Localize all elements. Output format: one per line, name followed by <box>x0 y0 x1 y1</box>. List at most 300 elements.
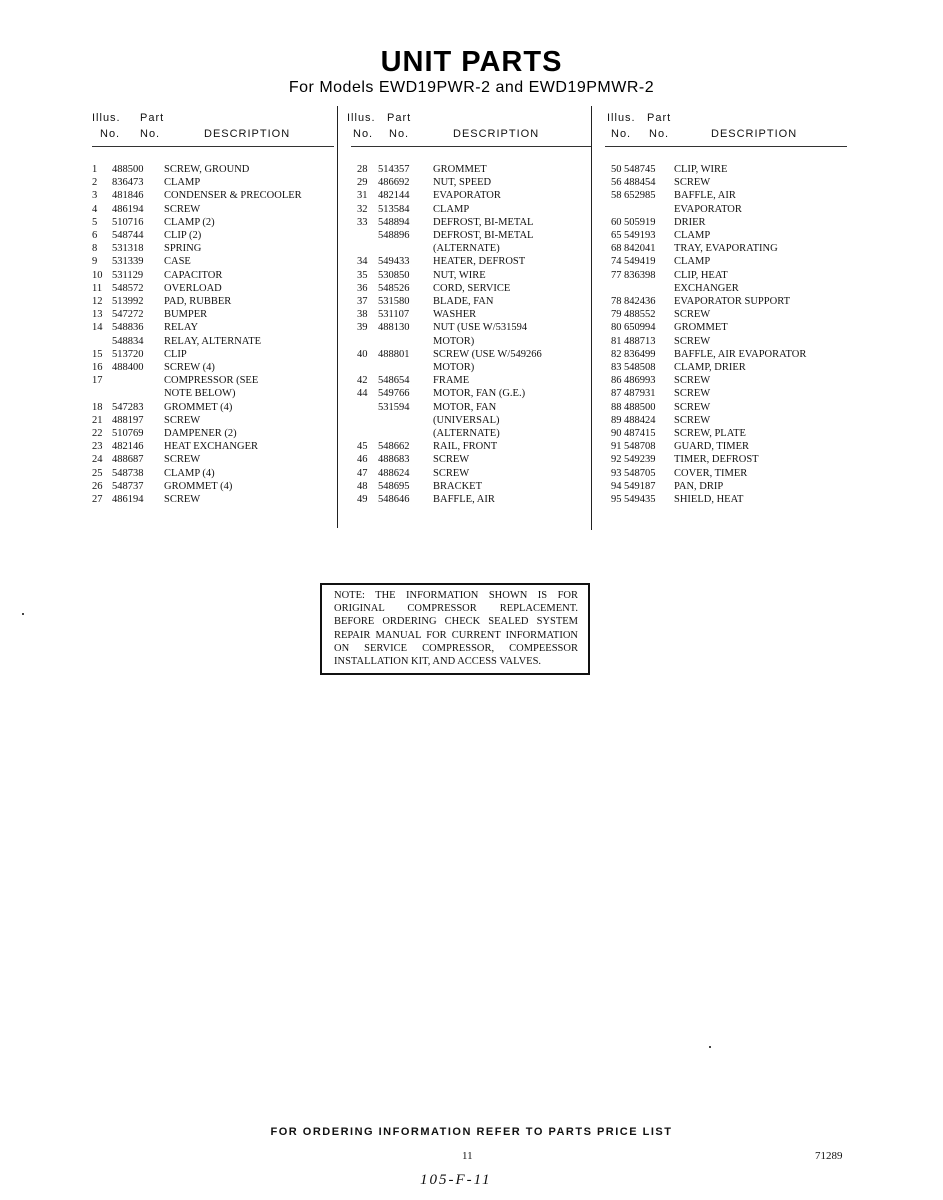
part-number <box>112 387 164 400</box>
parts-row <box>597 176 847 189</box>
part-description: BAFFLE, AIR <box>433 494 495 506</box>
illus-number: 95 <box>611 494 622 506</box>
parts-row <box>597 480 847 493</box>
part-description: MOTOR, FAN (G.E.) <box>433 388 526 400</box>
parts-row <box>92 453 334 466</box>
part-number: 842436 <box>624 296 656 308</box>
parts-row <box>92 163 334 176</box>
part-number: 548572 <box>112 282 144 294</box>
illus-number: 32 <box>357 203 368 215</box>
part-description: SCREW <box>674 388 711 400</box>
parts-row <box>92 440 334 453</box>
part-description: SCREW <box>674 375 711 387</box>
part-description: GROMMET (4) <box>164 401 233 413</box>
part-description: MOTOR) <box>433 335 475 347</box>
part-description: SHIELD, HEAT <box>674 494 744 506</box>
parts-row <box>92 427 334 440</box>
parts-row <box>597 189 847 202</box>
part-description: MOTOR) <box>433 362 475 374</box>
parts-row <box>597 493 847 506</box>
part-number: 486993 <box>624 375 656 387</box>
header-illus: Illus. <box>347 112 376 124</box>
part-description: SCREW <box>674 177 711 189</box>
part-description: NUT, WIRE <box>433 269 486 281</box>
header-part-no: No. <box>140 128 161 140</box>
part-description: NOTE BELOW) <box>164 388 236 400</box>
illus-number: 26 <box>92 480 103 492</box>
parts-column-3 <box>597 108 847 506</box>
header-no: No. <box>353 128 374 140</box>
parts-row <box>92 361 334 374</box>
part-number: 531580 <box>378 296 410 308</box>
part-number: 488552 <box>624 309 656 321</box>
illus-number: 36 <box>357 282 368 294</box>
parts-row <box>92 308 334 321</box>
part-number: 531107 <box>378 309 410 321</box>
illus-number: 44 <box>357 388 368 400</box>
parts-row <box>597 374 847 387</box>
illus-number: 92 <box>611 454 622 466</box>
page-number: 11 <box>462 1150 473 1162</box>
part-number: 482144 <box>378 190 410 202</box>
illus-number: 38 <box>357 309 368 321</box>
header-rule <box>351 146 591 147</box>
part-description: SCREW, GROUND <box>164 164 250 175</box>
part-description: SCREW <box>674 309 711 321</box>
parts-row <box>343 414 591 427</box>
illus-number: 8 <box>92 243 98 255</box>
part-number: 531129 <box>112 269 144 281</box>
parts-row <box>92 480 334 493</box>
parts-row <box>597 321 847 334</box>
column-header <box>343 108 591 144</box>
header-part: Part <box>387 112 412 124</box>
parts-row <box>92 401 334 414</box>
parts-row <box>343 255 591 268</box>
parts-row <box>597 216 847 229</box>
header-no: No. <box>611 128 632 140</box>
illus-number <box>343 242 378 255</box>
illus-number: 24 <box>92 454 103 466</box>
part-description: GROMMET <box>433 164 487 175</box>
illus-number: 49 <box>357 494 368 506</box>
parts-row <box>92 229 334 242</box>
illus-number: 89 <box>611 414 622 426</box>
illus-number: 81 <box>611 335 622 347</box>
part-description: NUT (USE W/531594 <box>433 322 528 334</box>
header-no: No. <box>100 128 121 140</box>
part-description: CLIP, WIRE <box>674 164 728 175</box>
part-number: 488500 <box>624 401 656 413</box>
header-part-no: No. <box>649 128 670 140</box>
parts-list <box>597 163 847 506</box>
part-description: SCREW, PLATE <box>674 428 746 440</box>
illus-number: 17 <box>92 375 103 387</box>
parts-row <box>92 242 334 255</box>
part-number: 514357 <box>378 164 410 175</box>
illus-number: 11 <box>92 282 103 294</box>
part-number: 549193 <box>624 230 656 242</box>
parts-row <box>343 242 591 255</box>
parts-row <box>92 255 334 268</box>
parts-row <box>92 321 334 334</box>
part-number: 488197 <box>112 414 144 426</box>
part-description: CONDENSER & PRECOOLER <box>164 190 302 202</box>
header-description: DESCRIPTION <box>453 128 540 140</box>
part-description: DEFROST, BI-METAL <box>433 230 534 242</box>
part-number: 513584 <box>378 203 410 215</box>
illus-number: 94 <box>611 480 622 492</box>
parts-row <box>343 361 591 374</box>
illus-number: 2 <box>92 177 98 189</box>
part-number: 549419 <box>624 256 656 268</box>
part-number: 488454 <box>624 177 656 189</box>
part-number <box>624 282 674 295</box>
part-number: 488801 <box>378 348 410 360</box>
illus-number: 27 <box>92 494 103 506</box>
illus-number: 80 <box>611 322 622 334</box>
part-description: RAIL, FRONT <box>433 441 498 453</box>
part-number: 487931 <box>624 388 656 400</box>
part-description: SCREW <box>433 467 470 479</box>
part-description: SCREW <box>674 335 711 347</box>
ordering-footer: FOR ORDERING INFORMATION REFER TO PARTS PRICE LIST <box>270 1126 673 1138</box>
illus-number: 1 <box>92 164 98 175</box>
parts-row <box>343 335 591 348</box>
illus-number <box>343 229 378 242</box>
parts-row <box>92 176 334 189</box>
part-number: 488624 <box>378 467 410 479</box>
part-number: 548705 <box>624 467 656 479</box>
part-number: 549187 <box>624 480 656 492</box>
parts-row <box>92 282 334 295</box>
part-number: 513720 <box>112 348 144 360</box>
illus-number: 14 <box>92 322 103 334</box>
parts-row <box>597 269 847 282</box>
illus-number: 37 <box>357 296 368 308</box>
parts-row <box>343 176 591 189</box>
illus-number: 48 <box>357 480 368 492</box>
part-number <box>112 374 164 387</box>
parts-row <box>597 453 847 466</box>
part-number: 836499 <box>624 348 656 360</box>
part-number: 487415 <box>624 428 656 440</box>
parts-row <box>92 374 334 387</box>
illus-number: 82 <box>611 348 622 360</box>
parts-row <box>343 203 591 216</box>
parts-row <box>597 282 847 295</box>
part-description: CLAMP <box>674 230 711 242</box>
part-description: CLAMP (2) <box>164 216 215 228</box>
part-number: 548526 <box>378 282 410 294</box>
illus-number: 50 <box>611 164 622 175</box>
part-description: FRAME <box>433 375 470 387</box>
part-number: 486692 <box>378 177 410 189</box>
header-illus: Illus. <box>607 112 636 124</box>
part-number: 510769 <box>112 428 144 440</box>
part-description: EVAPORATOR <box>433 190 501 202</box>
part-number: 549433 <box>378 256 410 268</box>
parts-row <box>92 189 334 202</box>
illus-number: 4 <box>92 203 98 215</box>
part-number: 548744 <box>112 230 144 242</box>
illus-number: 83 <box>611 362 622 374</box>
part-number: 548654 <box>378 375 410 387</box>
part-number: 488713 <box>624 335 656 347</box>
parts-row <box>597 414 847 427</box>
part-description: CASE <box>164 256 191 268</box>
illus-number <box>343 335 378 348</box>
part-description: CLIP (2) <box>164 230 202 242</box>
part-description: SCREW <box>164 414 201 426</box>
parts-row <box>597 348 847 361</box>
part-description: CLAMP, DRIER <box>674 362 746 374</box>
parts-row <box>92 216 334 229</box>
illus-number: 18 <box>92 401 103 413</box>
parts-row <box>343 453 591 466</box>
parts-row <box>92 295 334 308</box>
part-description: BUMPER <box>164 309 208 321</box>
illus-number: 39 <box>357 322 368 334</box>
parts-row <box>92 203 334 216</box>
handwritten-annotation: 105-F-11 <box>420 1172 492 1188</box>
part-description: CAPACITOR <box>164 269 223 281</box>
part-number: 652985 <box>624 190 656 202</box>
parts-row <box>597 427 847 440</box>
parts-row <box>92 348 334 361</box>
part-number: 548646 <box>378 494 410 506</box>
header-description: DESCRIPTION <box>204 128 291 140</box>
illus-number: 12 <box>92 296 103 308</box>
part-number: 548745 <box>624 164 656 175</box>
part-description: DEFROST, BI-METAL <box>433 216 534 228</box>
part-number <box>378 242 433 255</box>
part-number <box>624 203 674 216</box>
part-description: (ALTERNATE) <box>433 243 500 255</box>
part-description: EVAPORATOR <box>674 203 742 215</box>
part-number <box>378 414 433 427</box>
part-number: 549239 <box>624 454 656 466</box>
parts-row <box>343 321 591 334</box>
illus-number: 15 <box>92 348 103 360</box>
part-description: SCREW <box>674 401 711 413</box>
parts-row <box>597 295 847 308</box>
illus-number: 56 <box>611 177 622 189</box>
header-part-no: No. <box>389 128 410 140</box>
parts-row <box>597 335 847 348</box>
part-description: SCREW <box>164 203 201 215</box>
part-description: CLAMP <box>164 177 201 189</box>
header-rule <box>605 146 847 147</box>
part-number: 547272 <box>112 309 144 321</box>
part-description: TRAY, EVAPORATING <box>674 243 778 255</box>
part-number: 510716 <box>112 216 144 228</box>
parts-row <box>597 387 847 400</box>
part-description: COMPRESSOR (SEE <box>164 375 259 387</box>
part-number: 505919 <box>624 216 656 228</box>
part-description: DRIER <box>674 216 706 228</box>
illus-number: 28 <box>357 164 368 175</box>
illus-number: 42 <box>357 375 368 387</box>
header-part: Part <box>647 112 672 124</box>
illus-number: 35 <box>357 269 368 281</box>
part-number: 548896 <box>378 230 410 242</box>
parts-row <box>597 229 847 242</box>
illus-number: 34 <box>357 256 368 268</box>
part-description: PAN, DRIP <box>674 480 724 492</box>
part-description: WASHER <box>433 309 477 321</box>
parts-row <box>343 295 591 308</box>
part-number: 488687 <box>112 454 144 466</box>
scan-speck <box>22 613 24 615</box>
part-number: 836473 <box>112 177 144 189</box>
parts-row <box>597 467 847 480</box>
illus-number: 60 <box>611 216 622 228</box>
part-description: COVER, TIMER <box>674 467 748 479</box>
parts-row <box>343 440 591 453</box>
illus-number: 91 <box>611 441 622 453</box>
illus-number: 25 <box>92 467 103 479</box>
part-description: SCREW <box>674 414 711 426</box>
part-number: 549766 <box>378 388 410 400</box>
header-description: DESCRIPTION <box>711 128 798 140</box>
parts-row <box>92 269 334 282</box>
part-number: 488400 <box>112 362 144 374</box>
illus-number: 90 <box>611 428 622 440</box>
part-description: (ALTERNATE) <box>433 428 500 440</box>
illus-number: 29 <box>357 177 368 189</box>
part-number: 486194 <box>112 494 144 506</box>
parts-row <box>343 387 591 400</box>
part-description: GUARD, TIMER <box>674 441 750 453</box>
part-description: CLIP <box>164 348 187 360</box>
part-number: 530850 <box>378 269 410 281</box>
parts-row <box>343 282 591 295</box>
part-number: 548708 <box>624 441 656 453</box>
column-header <box>92 108 334 144</box>
part-number: 486194 <box>112 203 144 215</box>
part-number: 548737 <box>112 480 144 492</box>
illus-number <box>343 401 378 414</box>
parts-list <box>92 163 334 506</box>
illus-number: 16 <box>92 362 103 374</box>
part-description: SCREW <box>164 494 201 506</box>
parts-row <box>597 401 847 414</box>
parts-row <box>597 203 847 216</box>
part-description: EVAPORATOR SUPPORT <box>674 296 790 308</box>
illus-number: 58 <box>611 190 622 202</box>
illus-number <box>597 203 624 216</box>
document-code: 71289 <box>815 1150 843 1162</box>
part-description: TIMER, DEFROST <box>674 454 759 466</box>
part-number: 548834 <box>112 335 144 347</box>
header-illus: Illus. <box>92 112 121 124</box>
compressor-note: NOTE: THE INFORMATION SHOWN IS FOR ORIGINAL COMPRESSOR REPLACEMENT. BEFORE ORDERING CHECK SEALED SYSTEM REPAIR MANUAL FOR CURRENT INFORMATION ON SERVICE COMPRESSOR, COMPEESSOR INSTALLATION KIT, AND ACCESS VALVES. <box>320 583 590 675</box>
part-number: 482146 <box>112 441 144 453</box>
parts-row <box>92 335 334 348</box>
illus-number: 78 <box>611 296 622 308</box>
part-number: 488424 <box>624 414 656 426</box>
parts-row <box>597 255 847 268</box>
part-description: GROMMET (4) <box>164 480 233 492</box>
part-description: BRACKET <box>433 480 483 492</box>
column-divider <box>591 106 592 530</box>
part-description: SCREW (USE W/549266 <box>433 348 542 360</box>
header-part: Part <box>140 112 165 124</box>
part-description: HEAT EXCHANGER <box>164 441 259 453</box>
illus-number: 87 <box>611 388 622 400</box>
illus-number: 46 <box>357 454 368 466</box>
parts-row <box>597 242 847 255</box>
part-number: 531339 <box>112 256 144 268</box>
page-title: UNIT PARTS <box>380 46 563 78</box>
illus-number <box>343 427 378 440</box>
illus-number: 40 <box>357 348 368 360</box>
part-description: CORD, SERVICE <box>433 282 511 294</box>
illus-number: 47 <box>357 467 368 479</box>
scan-speck <box>709 1046 711 1048</box>
part-description: BAFFLE, AIR <box>674 190 736 202</box>
parts-row <box>343 163 591 176</box>
parts-row <box>343 216 591 229</box>
illus-number: 3 <box>92 190 98 202</box>
parts-row <box>597 163 847 176</box>
parts-row <box>92 387 334 400</box>
illus-number: 68 <box>611 243 622 255</box>
part-description: CLAMP <box>433 203 470 215</box>
part-description: SCREW (4) <box>164 362 215 374</box>
part-description: SPRING <box>164 243 202 255</box>
parts-column-1 <box>92 108 334 506</box>
illus-number: 5 <box>92 216 98 228</box>
part-description: CLAMP <box>674 256 711 268</box>
part-description: BLADE, FAN <box>433 296 494 308</box>
part-number: 548695 <box>378 480 410 492</box>
parts-row <box>343 427 591 440</box>
part-description: RELAY <box>164 322 199 334</box>
part-number: 488500 <box>112 164 144 175</box>
parts-row <box>343 480 591 493</box>
part-number: 548662 <box>378 441 410 453</box>
part-description: CLAMP (4) <box>164 467 215 479</box>
part-number: 650994 <box>624 322 656 334</box>
part-description: OVERLOAD <box>164 282 222 294</box>
part-description: SCREW <box>164 454 201 466</box>
parts-row <box>343 493 591 506</box>
illus-number: 21 <box>92 414 103 426</box>
header-rule <box>92 146 334 147</box>
illus-number <box>92 335 112 348</box>
illus-number: 22 <box>92 428 103 440</box>
part-number: 549435 <box>624 494 656 506</box>
parts-row <box>343 467 591 480</box>
part-description: HEATER, DEFROST <box>433 256 526 268</box>
parts-list <box>343 163 591 506</box>
part-number: 513992 <box>112 296 144 308</box>
part-number: 547283 <box>112 401 144 413</box>
part-description: CLIP, HEAT <box>674 269 728 281</box>
parts-row <box>92 414 334 427</box>
parts-column-2 <box>343 108 591 506</box>
part-description: RELAY, ALTERNATE <box>164 335 262 347</box>
part-number <box>378 335 433 348</box>
illus-number: 77 <box>611 269 622 281</box>
part-description: BAFFLE, AIR EVAPORATOR <box>674 348 807 360</box>
column-header <box>597 108 847 144</box>
part-number: 548894 <box>378 216 410 228</box>
part-description: GROMMET <box>674 322 728 334</box>
illus-number <box>92 387 112 400</box>
